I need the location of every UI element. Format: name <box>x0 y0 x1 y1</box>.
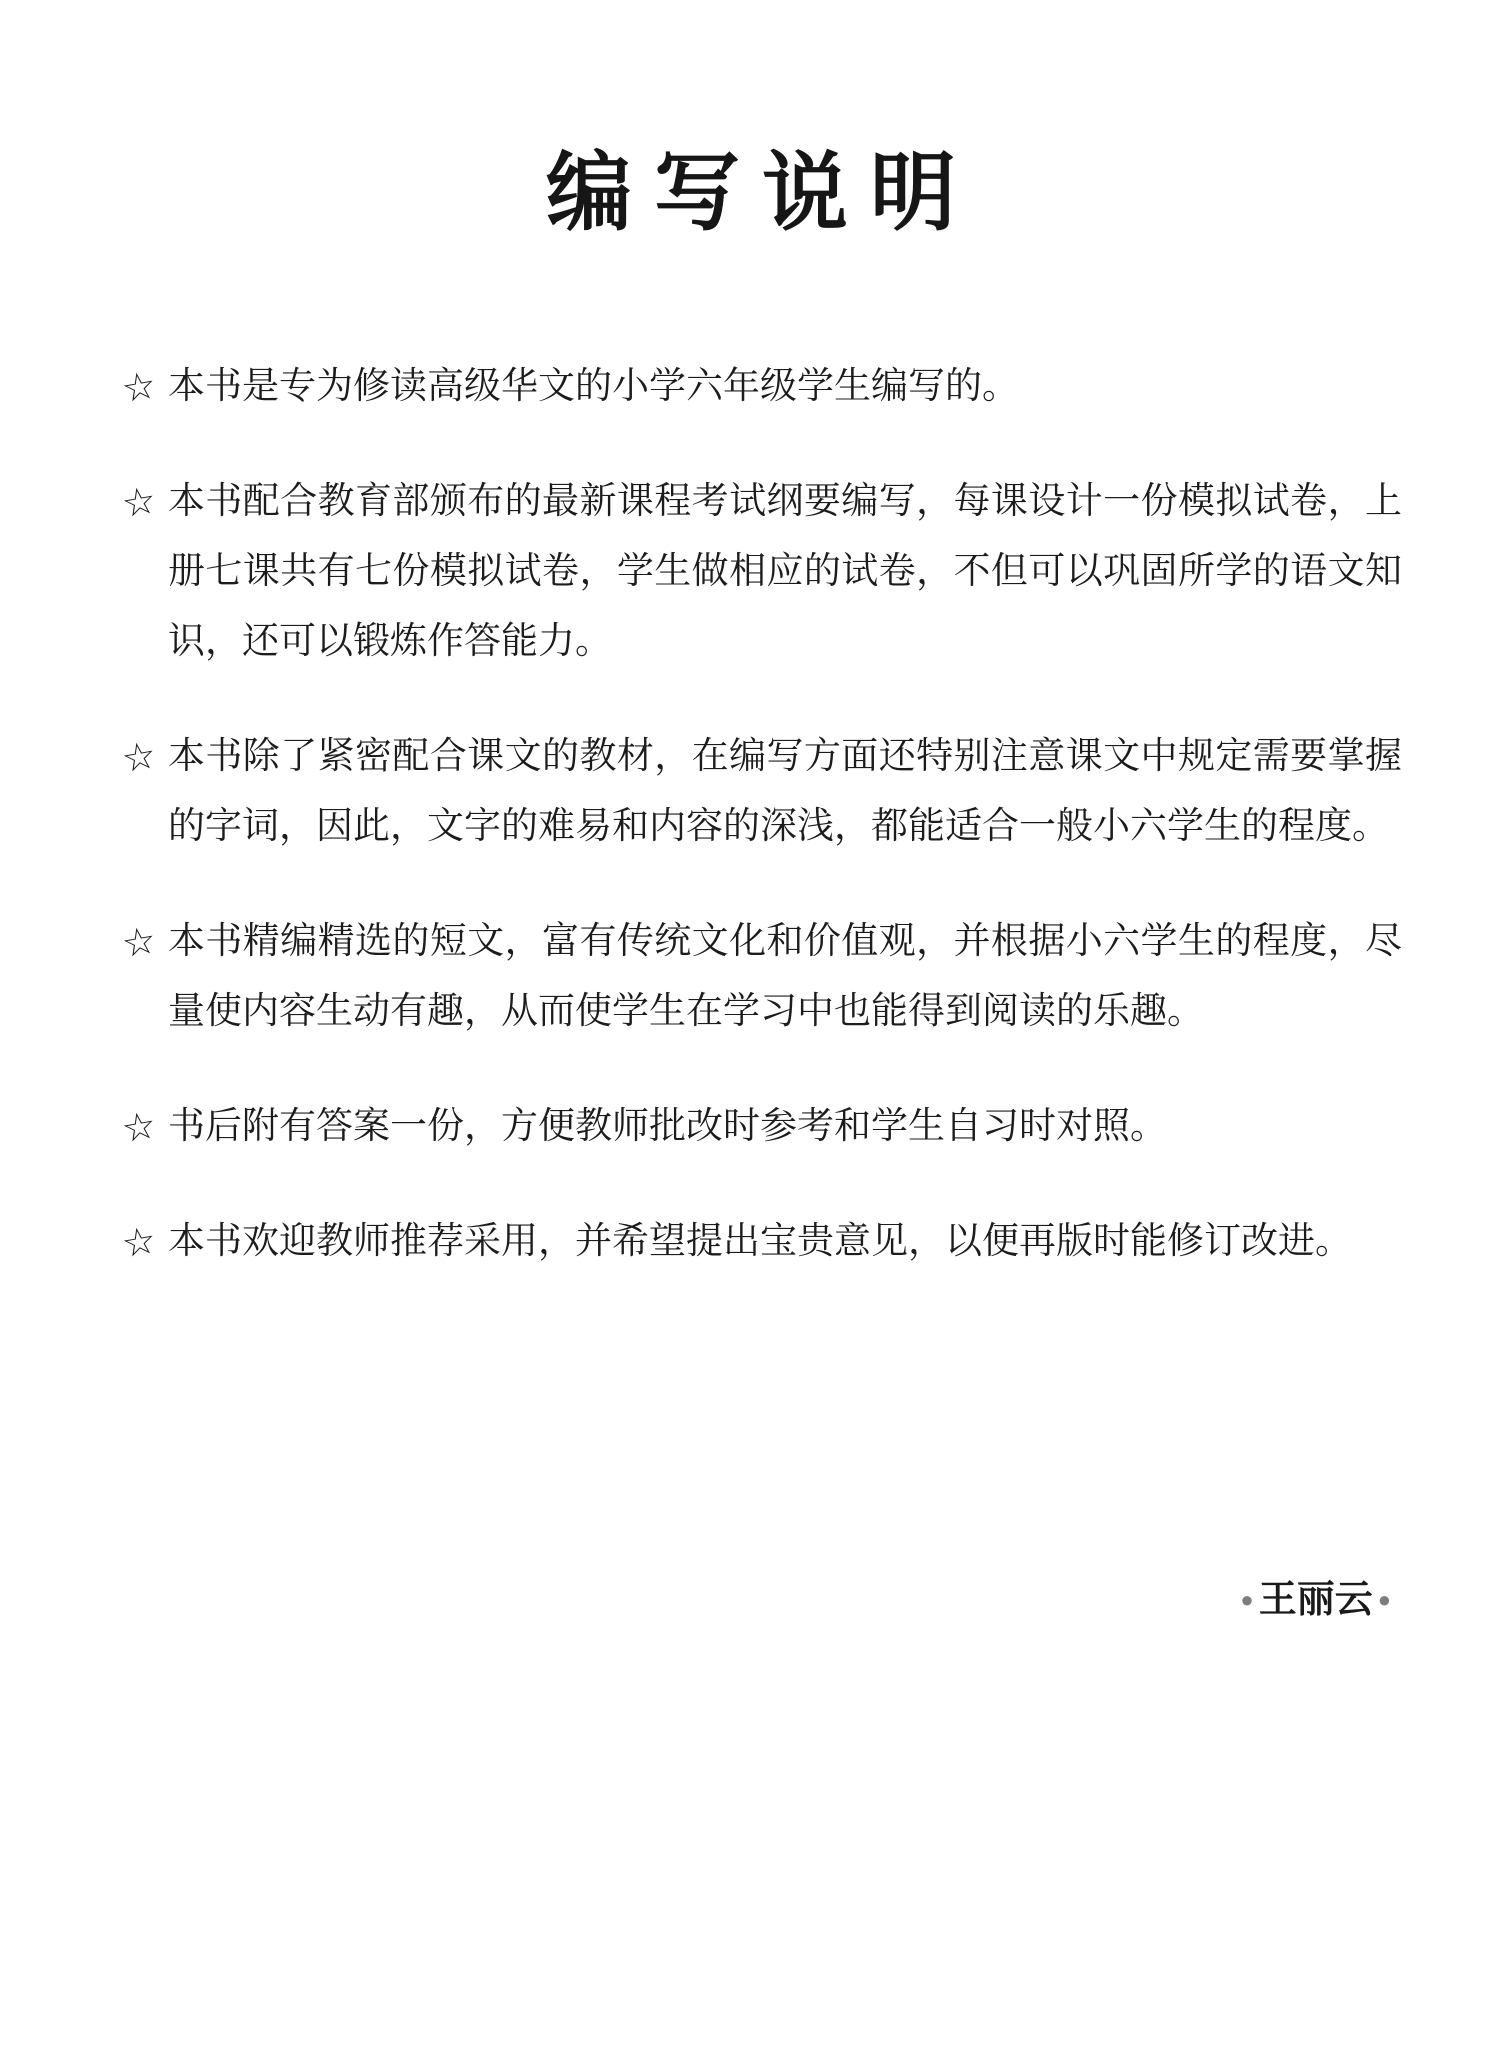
signature-left-dot-icon: ● <box>1240 1587 1254 1612</box>
star-bullet-icon: ☆ <box>118 1104 160 1152</box>
bullet-text: 本书配合教育部颁布的最新课程考试纲要编写，每课设计一份模拟试卷，上册七课共有七份模拟试卷，学生做相应的试卷，不但可以巩固所学的语文知识，还可以锻炼作答能力。 <box>168 481 1402 662</box>
star-bullet-icon: ☆ <box>118 479 160 527</box>
signature-right-dot-icon: ● <box>1377 1587 1391 1612</box>
bullet-item <box>118 1092 1402 1162</box>
star-bullet-icon: ☆ <box>118 734 160 782</box>
bullet-item <box>118 907 1402 1047</box>
page-title: 编写说明 <box>546 145 978 241</box>
bullet-item <box>118 352 1402 422</box>
preface-body <box>118 352 1402 1277</box>
star-bullet-icon: ☆ <box>118 364 160 412</box>
bullet-text: 本书欢迎教师推荐采用，并希望提出宝贵意见，以便再版时能修订改进。 <box>168 1221 1352 1262</box>
bullet-text: 本书精编精选的短文，富有传统文化和价值观，并根据小六学生的程度，尽量使内容生动有趣，从而使学生在学习中也能得到阅读的乐趣。 <box>168 921 1402 1032</box>
bullet-item <box>118 1207 1402 1277</box>
bullet-text: 本书除了紧密配合课文的教材，在编写方面还特别注意课文中规定需要掌握的字词，因此，文字的难易和内容的深浅，都能适合一般小六学生的程度。 <box>168 736 1402 847</box>
star-bullet-icon: ☆ <box>118 919 160 967</box>
bullet-item <box>118 467 1402 677</box>
author-name: 王丽云 <box>1258 1579 1373 1621</box>
author-signature <box>1235 1578 1396 1622</box>
bullet-item <box>118 722 1402 862</box>
bullet-text: 本书是专为修读高级华文的小学六年级学生编写的。 <box>168 366 1019 407</box>
star-bullet-icon: ☆ <box>118 1219 160 1267</box>
bullet-text: 书后附有答案一份，方便教师批改时参考和学生自习时对照。 <box>168 1106 1167 1147</box>
